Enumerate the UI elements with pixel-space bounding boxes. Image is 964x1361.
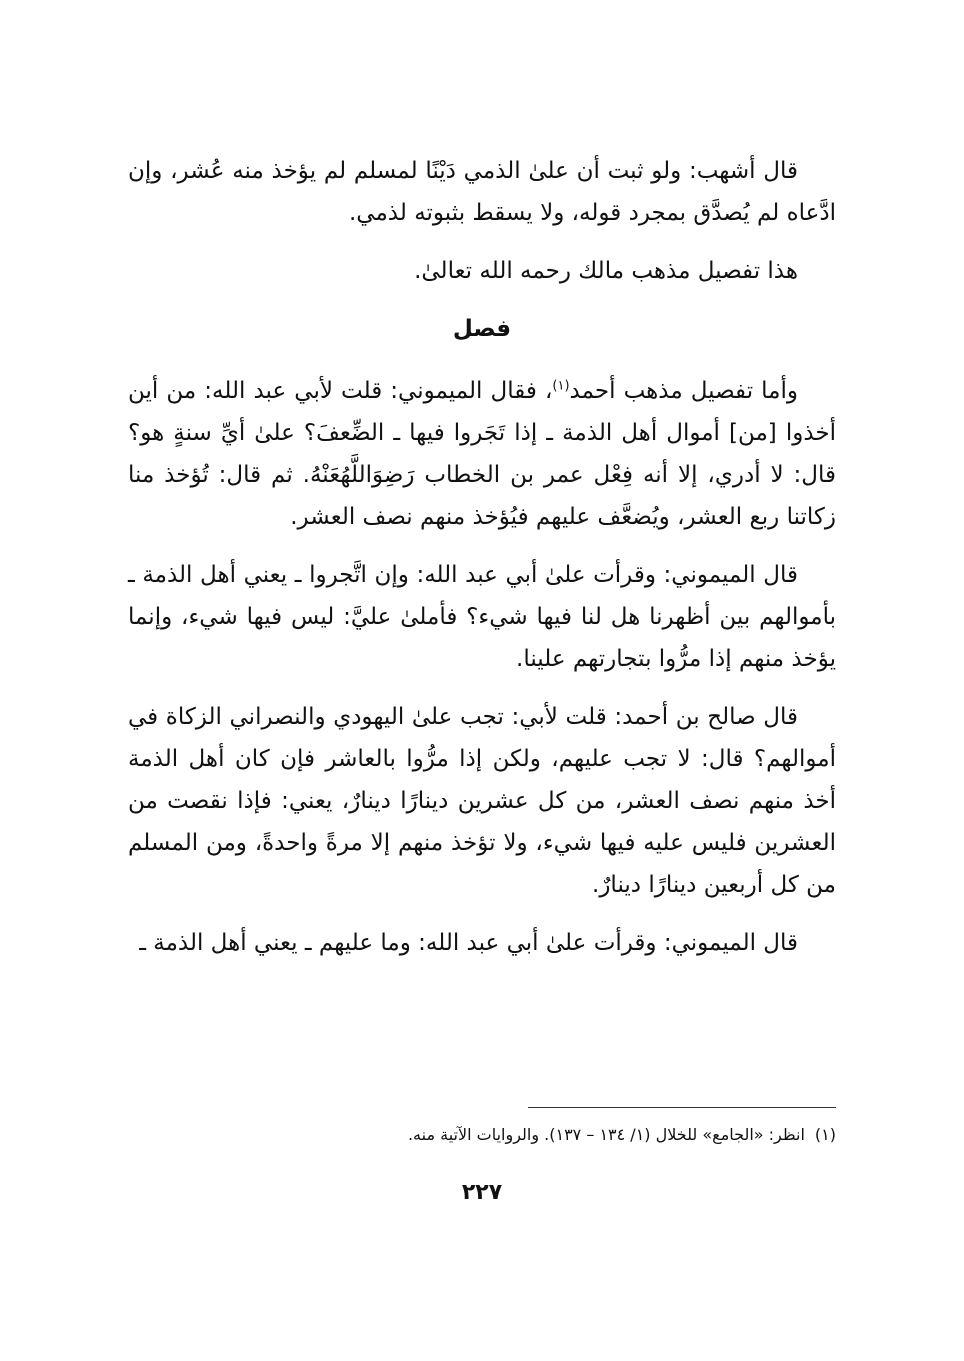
footnote-number: (١) bbox=[814, 1125, 836, 1144]
section-heading: فصل bbox=[452, 316, 512, 342]
paragraph-ahmad-rest: ، فقال الميموني: قلت لأبي عبد الله: من أين أخذوا [من] أموال أهل الذمة ـ إذا تَجَروا فيها ـ الضِّعفَ؟ علىٰ أيِّ سنةٍ هو؟ قال: لا أدري، إلا أنه فِعْل عمر بن الخطاب رَضِوَاللَّهُعَنْهُ. ثم قال: تُؤخذ منا زكاتنا ربع العشر، ويُضعَّف عليهم فيُؤخذ منهم نصف العشر. bbox=[128, 378, 836, 530]
footnote-reference[interactable]: (١) bbox=[552, 378, 570, 394]
paragraph-ahmad-madhhab bbox=[128, 370, 836, 538]
paragraph-maimuni-last: قال الميموني: وقرأت علىٰ أبي عبد الله: وما عليهم ـ يعني أهل الذمة ـ bbox=[139, 930, 798, 956]
paragraph-malik-summary: هذا تفصيل مذهب مالك رحمه الله تعالىٰ. bbox=[414, 258, 798, 284]
page-number: ٢٢٧ bbox=[461, 1180, 503, 1205]
paragraph-salih: قال صالح بن أحمد: قلت لأبي: تجب علىٰ اليهودي والنصراني الزكاة في أموالهم؟ قال: لا تجب عليهم، ولكن إذا مرُّوا بالعاشر فإن كان أهل الذمة أخذ منهم نصف العشر، من كل عشرين دينارًا دينارٌ، يعني: فإذا نقصت من العشرين فليس عليه فيها شيء، ولا تؤخذ منهم إلا مرةً واحدةً، ومن المسلم من كل أربعين دينارًا دينارٌ. bbox=[128, 704, 836, 898]
main-text bbox=[128, 150, 836, 980]
paragraph-ahmad-start: وأما تفصيل مذهب أحمد bbox=[569, 378, 798, 404]
footnote-text: انظر: «الجامع» للخلال (١/ ١٣٤ – ١٣٧). والروايات الآتية منه. bbox=[407, 1125, 805, 1144]
paragraph-ashhab: قال أشهب: ولو ثبت أن علىٰ الذمي دَيْنًا لمسلم لم يؤخذ منه عُشر، وإن ادَّعاه لم يُصدَّق بمجرد قوله، ولا يسقط بثبوته لذمي. bbox=[128, 158, 836, 226]
footnote bbox=[128, 1122, 836, 1148]
footnote-divider bbox=[528, 1107, 836, 1108]
paragraph-maimuni-trade: قال الميموني: وقرأت علىٰ أبي عبد الله: وإن اتَّجروا ـ يعني أهل الذمة ـ بأموالهم بين أظهرنا هل لنا فيها شيء؟ فأملىٰ عليَّ: ليس فيها شيء، وإنما يؤخذ منهم إذا مرُّوا بتجارتهم علينا. bbox=[128, 562, 836, 672]
